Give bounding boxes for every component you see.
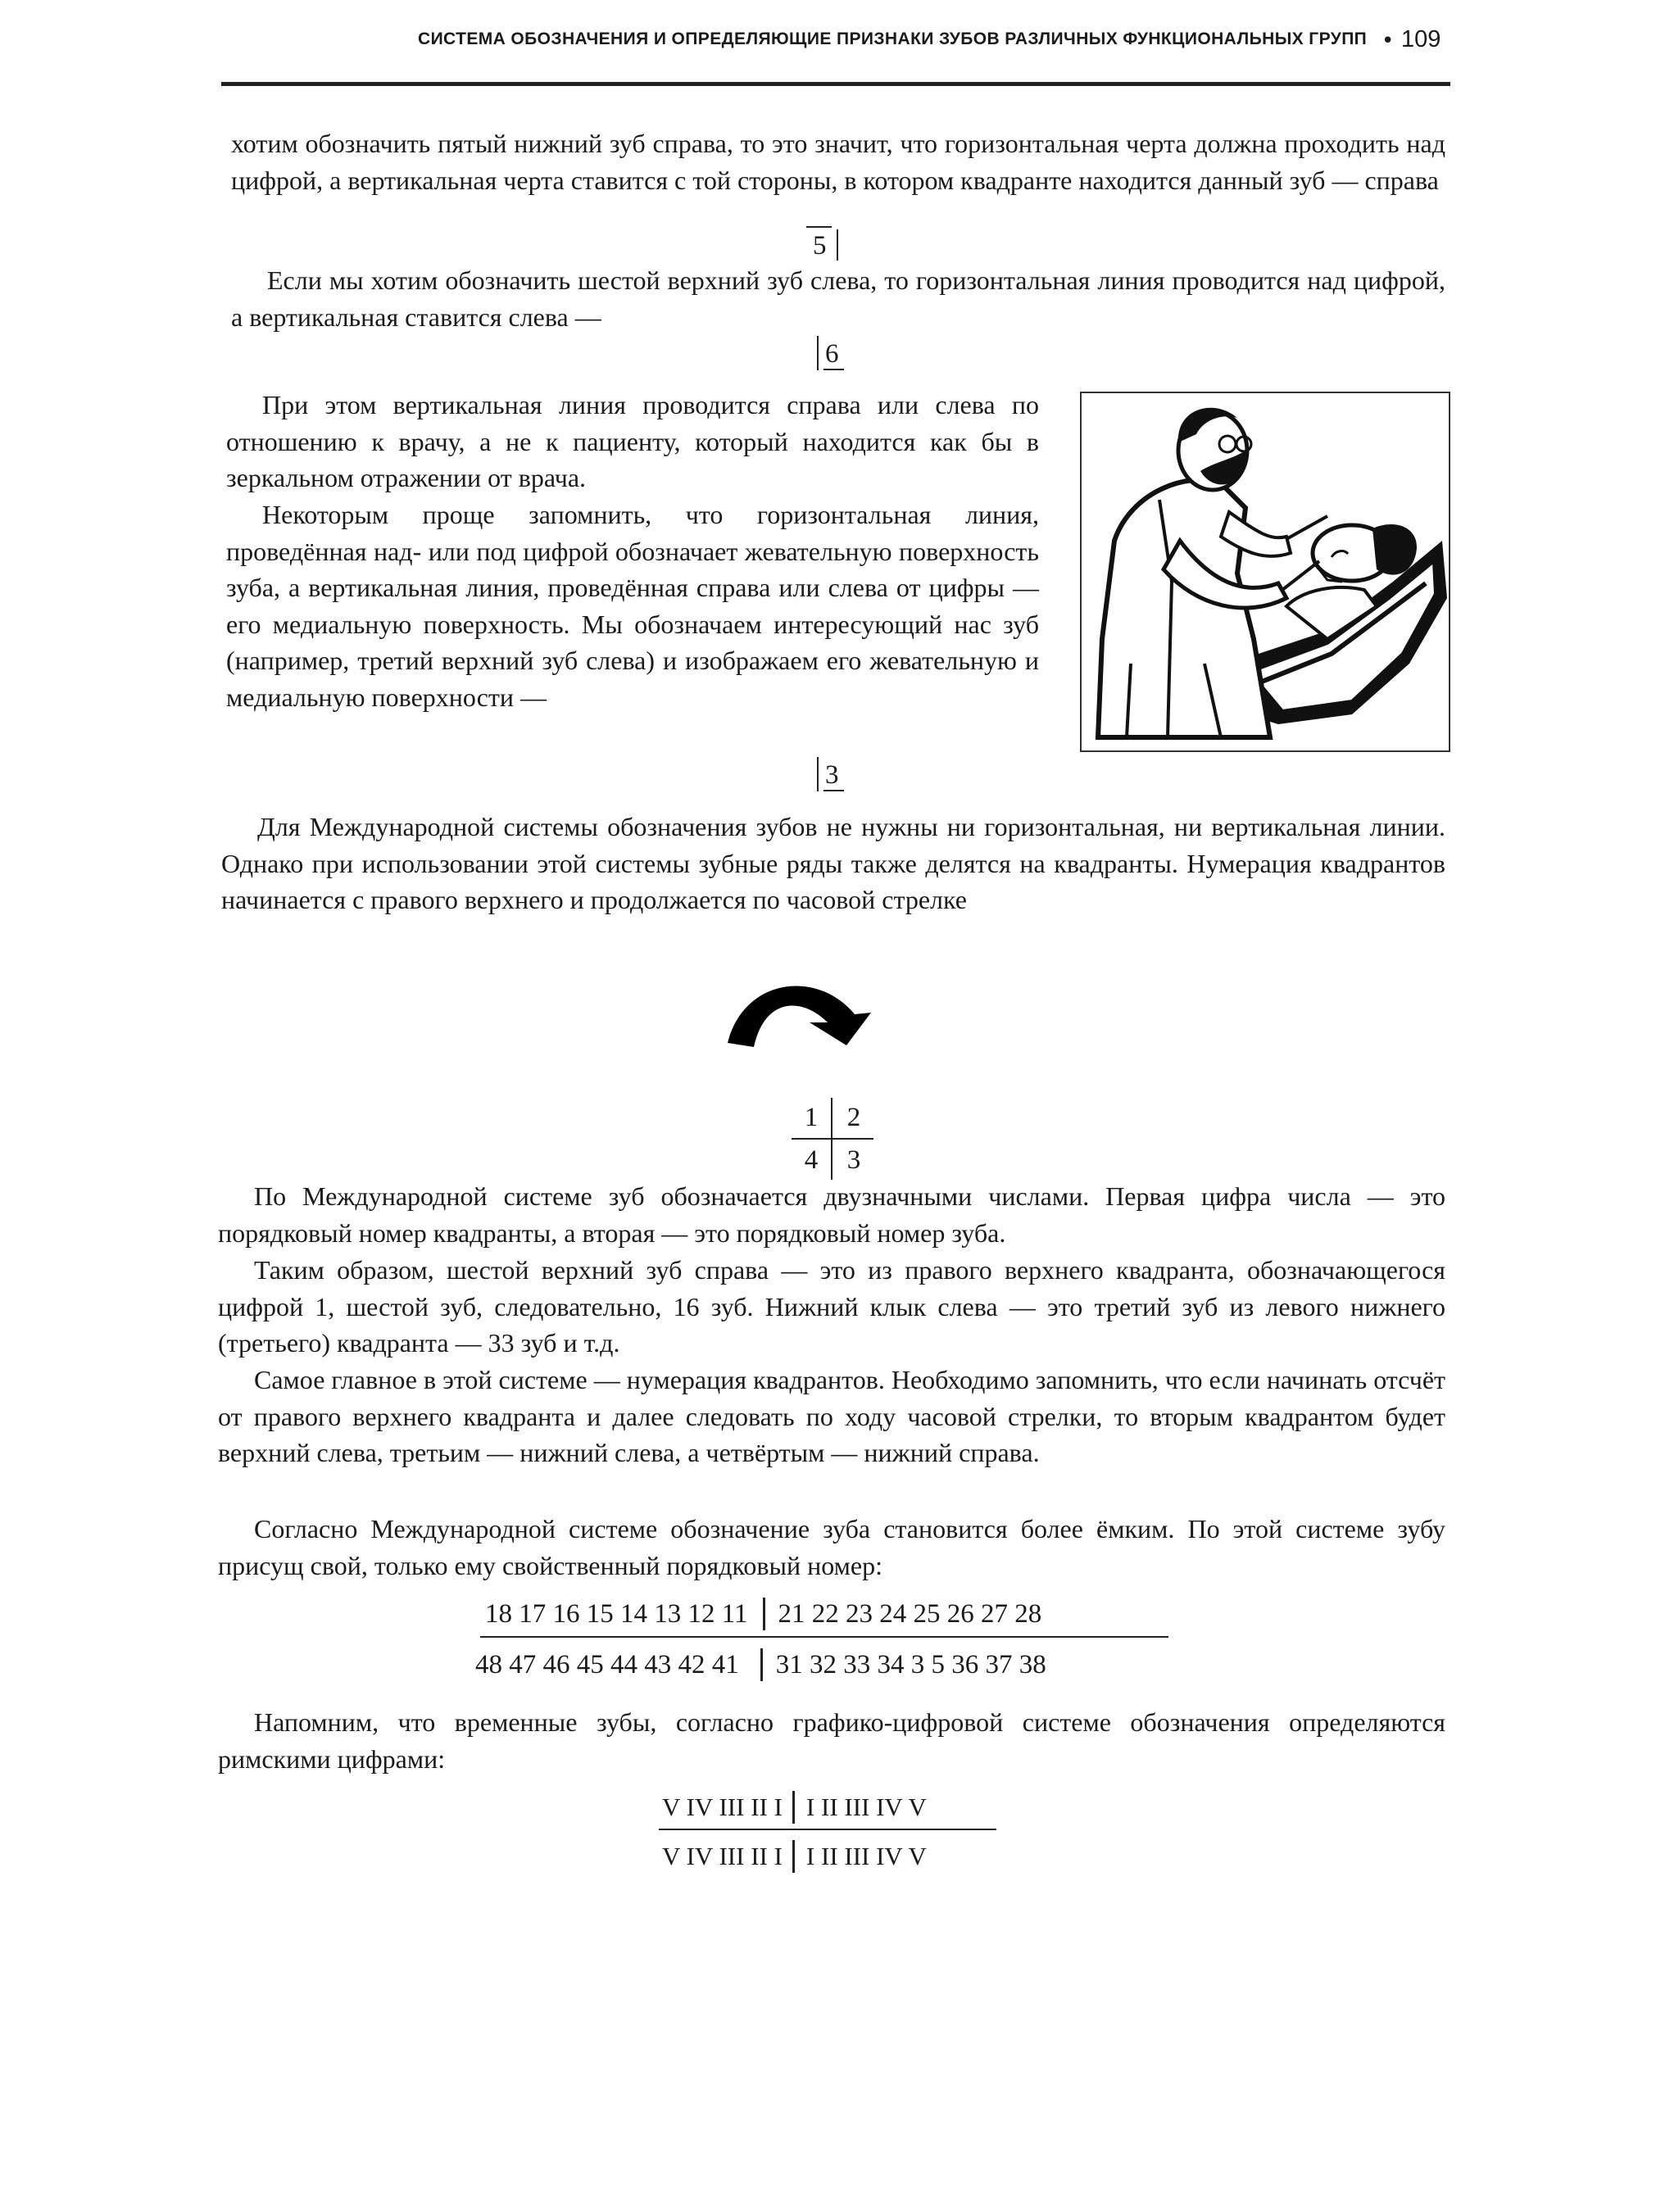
formula-upper-left-6	[817, 336, 844, 370]
paragraph-4: Некоторым проще запомнить, что горизонтальная линия, проведённая над- или под цифрой обозначает жевательную поверхность зуба, а вертикальная линия, проведённая справа или слева от цифры — его медиальную поверхность. Мы обозначаем интересующий нас зуб (например, третий верхний зуб слева) и изображаем его жевательную и медиальную поверхности —	[226, 500, 1039, 712]
formula-vertical-bar	[817, 336, 819, 370]
temporary-upper-right-teeth: V IV III II I	[662, 1793, 783, 1821]
temporary-teeth-divider	[659, 1829, 996, 1830]
quadrant-1: 1	[804, 1103, 819, 1132]
upper-left-quadrant-teeth: 21 22 23 24 25 26 27 28	[778, 1599, 1042, 1629]
paragraph-8: Самое главное в этой системе — нумерация квадрантов. Необходимо запомнить, что если начинать отсчёт от правого верхнего квадранта и далее следовать по ходу часовой стрелки, то вторым квадрантом будет верхний слева, третьим — нижний слева, а четвёртым — нижний справа.	[218, 1365, 1445, 1467]
formula-digit: 6	[823, 339, 844, 370]
lower-right-quadrant-teeth: 48 47 46 45 44 43 42 41	[475, 1650, 739, 1679]
header-title: СИСТЕМА ОБОЗНАЧЕНИЯ И ОПРЕДЕЛЯЮЩИЕ ПРИЗНАКИ ЗУБОВ РАЗЛИЧНЫХ ФУНКЦИОНАЛЬНЫХ ГРУПП	[418, 29, 1368, 48]
quadrant-diagram	[792, 1098, 873, 1180]
formula-vertical-bar	[817, 757, 819, 791]
quadrant-4: 4	[804, 1145, 819, 1175]
quadrant-2: 2	[846, 1103, 861, 1132]
dentist-illustration	[1080, 392, 1450, 752]
paragraph-9: Согласно Международной системе обозначение зуба становится более ёмким. По этой системе зубу присущ свой, только ему свойственный порядковый номер:	[218, 1514, 1445, 1580]
formula-digit: 3	[823, 760, 844, 791]
midline-separator	[792, 1791, 795, 1824]
upper-right-quadrant-teeth: 18 17 16 15 14 13 12 11	[485, 1599, 748, 1629]
temporary-lower-right-teeth: V IV III II I	[662, 1842, 783, 1870]
formula-lower-right-5	[806, 226, 838, 261]
permanent-teeth-divider	[480, 1636, 1168, 1638]
paragraph-2: Если мы хотим обозначить шестой верхний зуб слева, то горизонтальная линия проводится над цифрой, а вертикальная ставится слева —	[231, 265, 1445, 332]
paragraph-10: Напомним, что временные зубы, согласно графико-цифровой системе обозначения определяются римскими цифрами:	[218, 1707, 1445, 1774]
temporary-upper-left-teeth: I II III IV V	[805, 1793, 927, 1821]
paragraph-3: При этом вертикальная линия проводится справа или слева по отношению к врачу, а не к пациенту, который находится как бы в зеркальном отражении от врача.	[226, 390, 1039, 492]
midline-separator	[760, 1648, 763, 1681]
temporary-lower-left-teeth: I II III IV V	[805, 1842, 927, 1870]
paragraph-6: По Международной системе зуб обозначается двузначными числами. Первая цифра числа — это порядковый номер квадранты, а вторая — это порядковый номер зуба.	[218, 1181, 1445, 1248]
midline-separator	[792, 1840, 795, 1873]
formula-vertical-bar	[837, 229, 838, 261]
quadrant-3: 3	[846, 1145, 861, 1175]
page-number: 109	[1401, 26, 1441, 52]
paragraph-1: хотим обозначить пятый нижний зуб справа, то это значит, что горизонтальная черта должна проходить над цифрой, а вертикальная черта ставится с той стороны, в котором квадранте находится данный зуб — справа	[231, 129, 1445, 195]
paragraph-7: Таким образом, шестой верхний зуб справа — это из правого верхнего квадранта, обозначающегося цифрой 1, шестой зуб, следовательно, 16 зуб. Нижний клык слева — это третий зуб из левого нижнего (третьего) квадранта — 33 зуб и т.д.	[218, 1255, 1445, 1358]
dentist-with-patient-illustration-icon	[1082, 393, 1449, 750]
quadrant-horizontal-line	[792, 1138, 873, 1140]
running-header	[221, 25, 1450, 86]
formula-upper-left-3	[817, 757, 844, 791]
midline-separator	[763, 1598, 765, 1630]
temporary-teeth-lower-row	[662, 1840, 927, 1873]
formula-digit: 5	[806, 226, 832, 261]
permanent-teeth-lower-row	[475, 1648, 1046, 1681]
paragraph-5: Для Международной системы обозначения зубов не нужны ни горизонтальная, ни вертикальная линии. Однако при использовании этой системы зубные ряды также делятся на квадранты. Нумерация квадрантов начинается с правого верхнего и продолжается по часовой стрелке	[221, 812, 1445, 914]
temporary-teeth-upper-row	[662, 1791, 927, 1824]
header-bullet: •	[1382, 29, 1395, 53]
permanent-teeth-upper-row	[485, 1598, 1041, 1630]
lower-left-quadrant-teeth: 31 32 33 34 3 5 36 37 38	[775, 1650, 1046, 1679]
clockwise-arrow-icon	[719, 965, 892, 1080]
